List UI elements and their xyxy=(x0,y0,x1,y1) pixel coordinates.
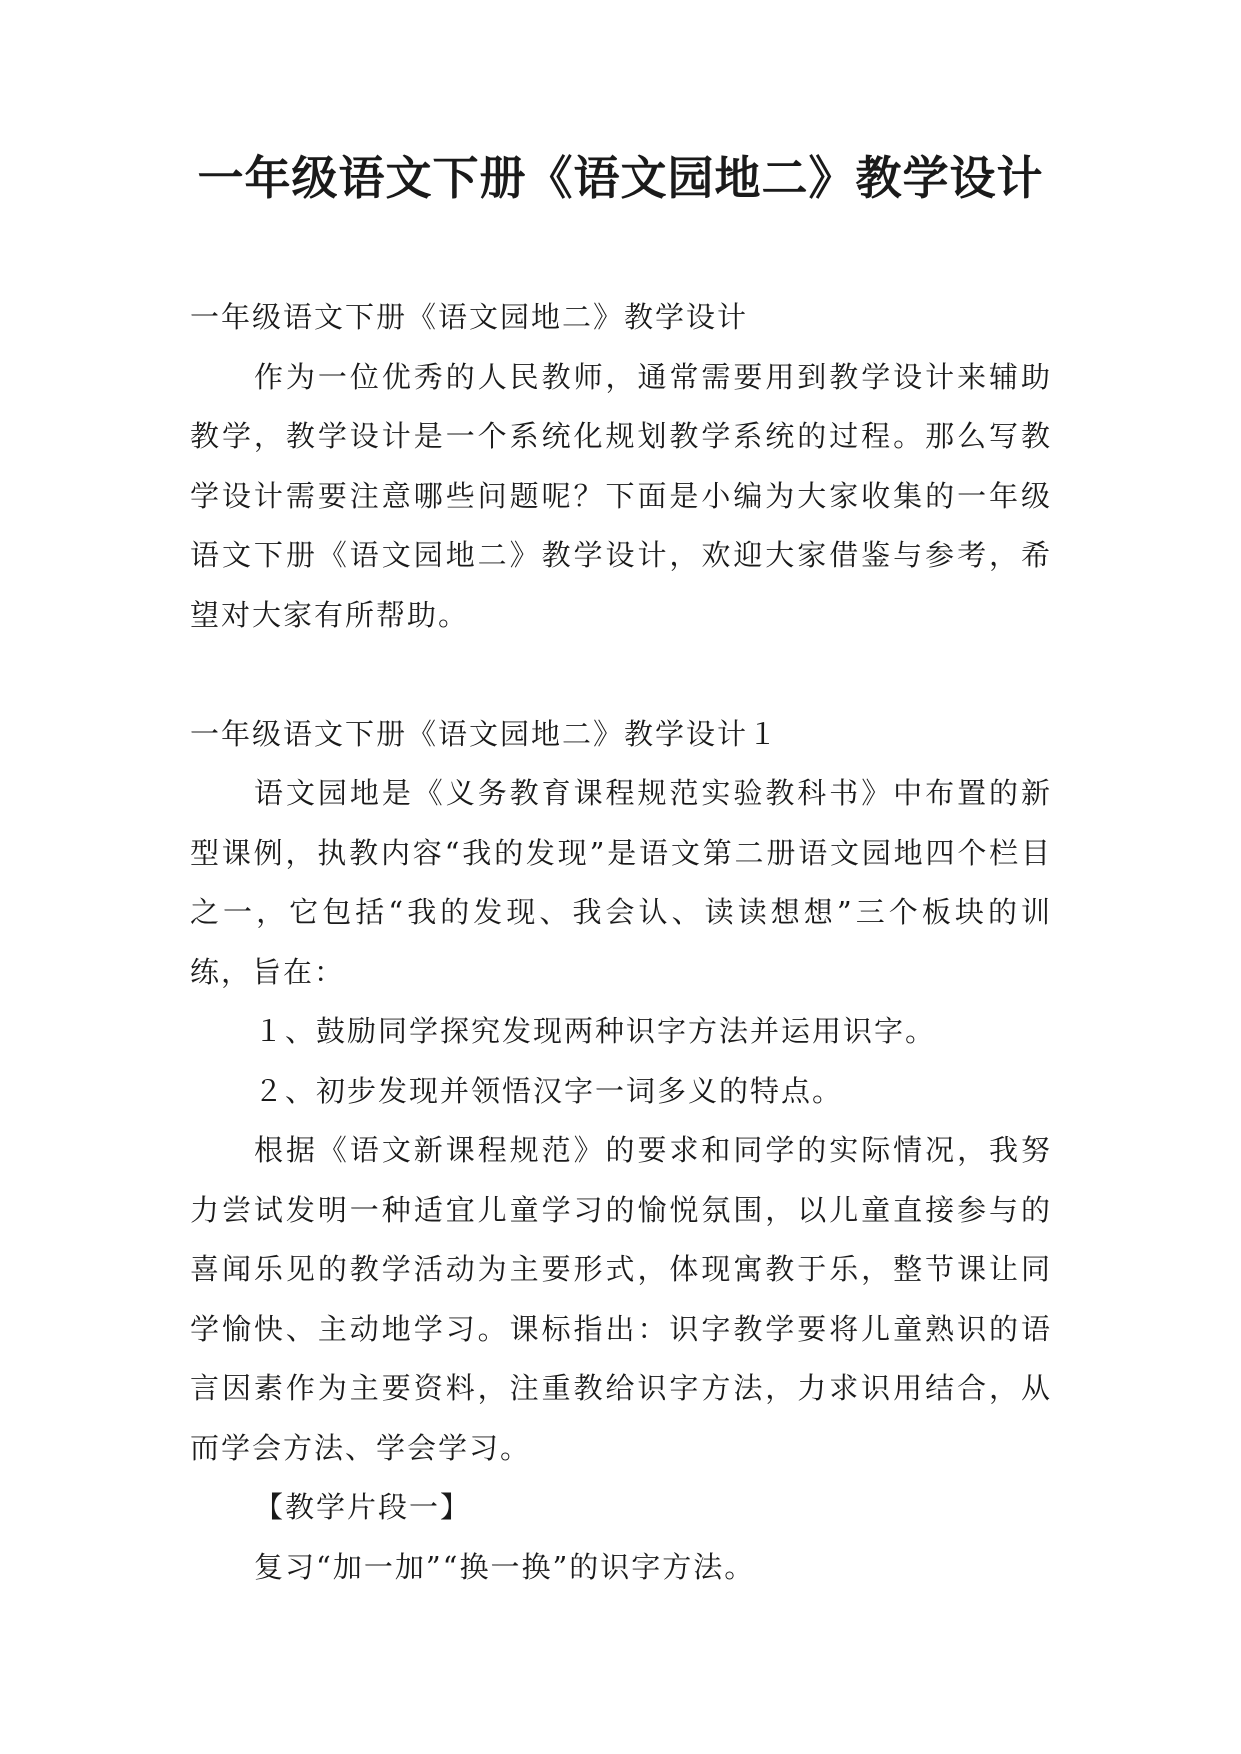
subtitle-paragraph: 一年级语文下册《语文园地二》教学设计 xyxy=(190,300,749,334)
body-paragraph: 根据《语文新课程规范》的要求和同学的实际情况，我努力尝试发明一种适宜儿童学习的愉悦氛围，以儿童直接参与的喜闻乐见的教学活动为主要形式，体现寓教于乐，整节课让同学愉快、主动地学习。课标指出：识字教学要将儿童熟识的语言因素作为主要资料，注重教给识字方法，力求识用结合，从而学会方法、学会学习。 xyxy=(190,1133,1052,1465)
paragraph-spacer xyxy=(190,645,1052,705)
document-body xyxy=(190,288,1052,1597)
list-item: ２、初步发现并领悟汉字一词多义的特点。 xyxy=(254,1073,844,1108)
section-heading: 一年级语文下册《语文园地二》教学设计１ xyxy=(190,716,780,751)
segment-heading: 【教学片段一】 xyxy=(254,1490,472,1524)
list-item: １、鼓励同学探究发现两种识字方法并运用识字。 xyxy=(254,1014,937,1048)
intro-paragraph: 作为一位优秀的人民教师，通常需要用到教学设计来辅助教学，教学设计是一个系统化规划教学系统的过程。那么写教学设计需要注意哪些问题呢？下面是小编为大家收集的一年级语文下册《语文园地二》教学设计，欢迎大家借鉴与参考，希望对大家有所帮助。 xyxy=(190,359,1052,632)
body-paragraph: 复习“加一加”“换一换”的识字方法。 xyxy=(254,1549,756,1584)
document-title: 一年级语文下册《语文园地二》教学设计 xyxy=(197,151,1044,205)
body-paragraph: 语文园地是《义务教育课程规范实验教科书》中布置的新型课例，执教内容“我的发现”是语文第二册语文园地四个栏目之一，它包括“我的发现、我会认、读读想想”三个板块的训练，旨在： xyxy=(190,776,1052,989)
